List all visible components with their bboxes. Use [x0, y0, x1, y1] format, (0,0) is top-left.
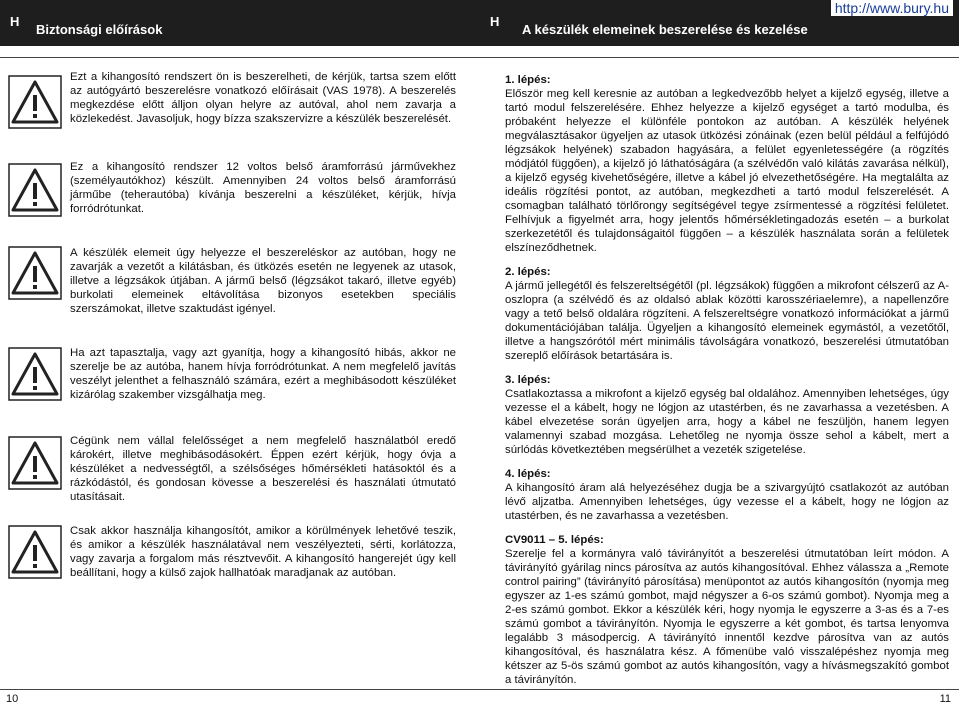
page-number-right: 11	[939, 693, 951, 705]
warning-text-1: Ezt a kihangosító rendszert ön is beszerelheti, de kérjük, tartsa szem előtt az autógyártó beszerelésre vonatkozó előírásait (VAS 1978). A beszerelés megkezdése előtt álljon olyan helyre az autóval, ahol nem zavarja a közlekedést. Javasoljuk, hogy bízza szakszervizre a készülék beszerelését.	[70, 71, 456, 125]
step-title: CV9011 – 5. lépés:	[505, 534, 604, 546]
language-letter-right: H	[490, 14, 500, 29]
warning-icon	[8, 525, 62, 579]
warning-text-4: Ha azt tapasztalja, vagy azt gyanítja, hogy a kihangosító hibás, akkor ne szerelje be az autóba, hanem hívja forródrótunkat. A nem megfelelő javítás veszélyt jelenthet a felhasználó számára, ezért a meghibásodott készüléket kizárólag szakember vizsgálhatja meg.	[70, 347, 456, 401]
right-page-title: A készülék elemeinek beszerelése és kezelése	[522, 22, 808, 37]
step-2	[505, 265, 949, 363]
warning-icon	[8, 347, 62, 401]
warning-text-6: Csak akkor használja kihangosítót, amikor a körülmények lehetővé teszik, és amikor a készülék használatával nem veszélyezteti, sérti, korlátozza, vagy zavarja a forgalom más résztvevőit. A kihangosító hangerejét úgy kell beállítani, hogy a külső zajok hallhatóak maradjanak az autóban.	[70, 525, 456, 579]
step-3	[505, 373, 949, 457]
step-4	[505, 467, 949, 523]
warning-text-5: Cégünk nem vállal felelősséget a nem megfelelő használatból eredő károkért, illetve meghibásodásokért. Éppen ezért kérjük, hogy óvja a készüléket a nedvességtől, a szélsőséges hőmérsékleti hatásoktól és a rázkódástól, és gondosan kövesse a beszerelési és használati útmutató utasításait.	[70, 435, 456, 503]
header-right	[480, 0, 959, 46]
step-text: Először meg kell keresnie az autóban a legkedvezőbb helyet a kijelző egység, illetve a tartó modul felszerelésére. Ehhez helyezze a kijelző egységet a tartó modulba, és próbaként helyezze el különféle pontokon az autóban. A készülék helyének megválasztásakor ügyeljen az utasok ütközési zónáinak (ezen belül például a felfújódó légzsákok helyének) szabadon hagyására, a felület egyenletességére (a rögzítés módjától függően), a kijelző jó láthatóságára (a szélvédőn való kilátás zavarása nélkül), a kijelző egység kivehetőségére, illetve a kábel jó elvezethetőségére. Ha megtalálta az ideális rögzítési pontot, az autóban, megkezdheti a tartó modul felszerelését. A csomagban található törlőrongy segítségével tegye zsírmentessé a rögzítési felületet. Felhívjuk a figyelmét arra, hogy jelentős hőmérsékletingadozás esetén – a burkolat szerkezetétől és tulajdonságaitól függően – a készülék használata során a felületek elszíneződhetnek.	[505, 88, 949, 254]
warning-icon	[8, 436, 62, 490]
step-text: A jármű jellegétől és felszereltségétől (pl. légzsákok) függően a mikrofont célszerű az A-oszlopra (a szélvédő és az oldalsó ablak közötti karosszériaelemre), a napellenzőre vagy a tető belső oldalára rögzíteni. A felszereltségre vonatkozó információkat a jármű dokumentációjában találja. Ügyeljen a kihangosító elemeinek egymástól, a vezetőtől, illetve a hangszórótól mért minimális távolságára vonatkozó, beszerelési útmutatóban szereplő előírások betartására is.	[505, 280, 949, 362]
step-1	[505, 73, 949, 255]
left-page-title: Biztonsági előírások	[36, 22, 163, 37]
page-number-left: 10	[6, 693, 19, 705]
installation-steps	[505, 73, 949, 697]
step-title: 2. lépés:	[505, 266, 551, 278]
header-left	[0, 0, 480, 46]
warning-icon	[8, 163, 62, 217]
website-link[interactable]: http://www.bury.hu	[831, 0, 953, 16]
step-text: Csatlakoztassa a mikrofont a kijelző egység bal oldalához. Amennyiben lehetséges, úgy vezesse el a kábelt, hogy ne lógjon az utastérben, és ne zavarhassa a vezetésben. A kábel elvezetése során ügyeljen arra, hogy a kábel ne feszüljön, hanem legyen valamennyi szabad mozgása. Lehetőleg ne nyomja össze sehol a kábelt, mert a súrlódás következtében megsérülhet a vezeték szigetelése.	[505, 388, 949, 456]
top-rule	[0, 57, 959, 58]
warning-icon	[8, 75, 62, 129]
warning-icon	[8, 246, 62, 300]
step-title: 3. lépés:	[505, 374, 551, 386]
step-title: 4. lépés:	[505, 468, 551, 480]
step-5	[505, 533, 949, 687]
step-title: 1. lépés:	[505, 74, 551, 86]
warning-text-2: Ez a kihangosító rendszer 12 voltos belső áramforrású járművekhez (személyautókhoz) készült. Amennyiben 24 voltos belső áramforrású járműbe (teherautóba) kívánja beszerelni a készüléket, kérjük, hívja forródrótunkat.	[70, 161, 456, 215]
step-text: A kihangosító áram alá helyezéséhez dugja be a szivargyújtó csatlakozót az autóban lévő aljzatba. Amennyiben lehetséges, úgy vezesse el a kábelt, hogy ne lógjon az utastérben, és ne zavarhassa a vezetésben.	[505, 482, 949, 522]
warning-text-3: A készülék elemeit úgy helyezze el beszereléskor az autóban, hogy ne zavarják a vezetőt a kilátásban, és ütközés esetén ne legyenek az utasok, illetve a légzsákok útjában. A jármű belső (légzsákot takaró, illetve egyéb) burkolati elemeinek eltávolítása bizonyos esetekben speciális szerszámokat, illetve szaktudást igényel.	[70, 247, 456, 315]
step-text: Szerelje fel a kormányra való távirányítót a beszerelési útmutatóban leírt módon. A távirányító gyárilag nincs párosítva az autós kihangosítóval. Ehhez válassza a „Remote control pairing” (távirányító párosítása) menüpontot az autós kihangosítón (nyomja meg egyszer az 1-es számú gombot, majd négyszer a 6-os számú gombot). Nyomja meg a 2-es számú gombot. Ekkor a készülék kéri, hogy nyomja le egyszerre a 3-as és a 7-es számú gombot a távirányítón. Nyomja le egyszerre a két gombot, és tartsa lenyomva legalább 3 másodpercig. A távirányító innentől kezdve párosítva van az autós kihangosítóval, és használatra kész. A főmenübe való visszalépéshez nyomja meg kétszer az 5-ös számú gombot az autós kihangosítón, vagy a hívásmegszakító gombot a távirányítón.	[505, 548, 949, 686]
language-letter-left: H	[10, 14, 20, 29]
